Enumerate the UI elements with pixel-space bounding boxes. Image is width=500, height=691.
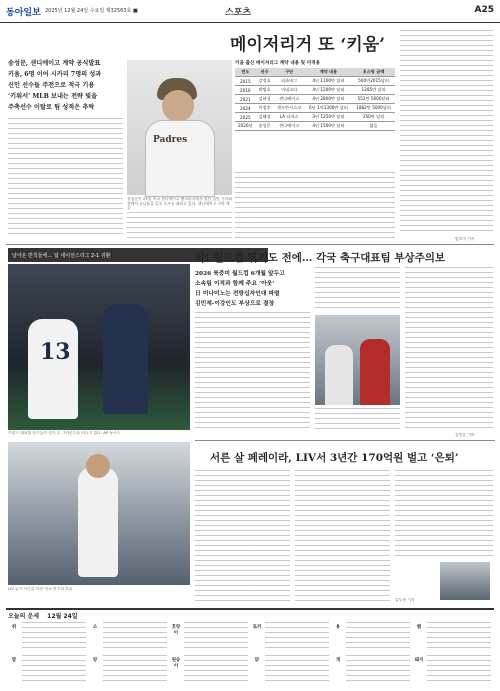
dateline: 2025년 12월 24일 수요일 제32563호 ■ [45,8,138,14]
table-cell: 2016 [235,86,256,95]
article3-body-col1 [195,470,290,605]
deck-line: 주축선수 이탈로 팀 성적은 추락 [8,104,95,111]
zodiac-entry [413,655,492,686]
zodiac-entry [251,655,330,686]
article3-photo-caption: LIV 골프 시즌을 마친 미국 선수의 모습 [8,587,73,591]
article1-photo-caption: 송성문이 23일 미국 샌디에이고 펫코파크에서 열린 입단 기자회견에서 유니폼을 입고 포즈를 취하고 있다. 샌디에이고 구단 제공 [127,197,232,211]
zodiac-label: 개 [335,658,341,663]
zodiac-entry [170,622,249,653]
deck-line: 日 미나미노는 전방십자인대 파열 [195,291,280,297]
zodiac-text [346,622,410,652]
table-cell: 2026년 [235,122,256,131]
zodiac-entry [89,655,168,686]
article1-author: 임보미 기자 [455,237,475,241]
table-row [235,104,395,113]
deck-line: 2026 북중미 월드컵 6개월 앞두고 [195,271,285,277]
table-cell: 1882만 5000달러 [352,104,395,113]
deck-line: 송성문, 샌디에이고 계약 공식발표 [8,60,101,67]
player-shape [325,345,353,405]
zodiac-text [103,622,167,652]
horoscope-header [8,611,78,620]
table-cell: 1285만 달러 [352,86,395,95]
article1-deck [8,58,123,113]
table-title: 키움 출신 메이저리그 계약 내용 및 미적용 [235,61,321,66]
table-cell: 피츠버그 [273,77,304,86]
article3-inset-photo [440,562,490,600]
table-cell: 4년 2800만 달러 [305,95,352,104]
article2-photo [8,264,190,430]
table-cell: 송성문 [256,122,274,131]
zodiac-text [22,622,86,652]
table-cell: 미네소타 [273,86,304,95]
article2-body-col2 [315,267,400,312]
article1-body-col1 [8,118,123,238]
jersey-number: 13 [40,339,71,365]
zodiac-text [184,622,248,652]
zodiac-label: 닭 [254,658,260,663]
article1-body-col3 [235,172,395,238]
article3-author: 김도형 기자 [395,598,415,602]
article2-photo-caption: 프랑스 대표팀 선수들이 경기 후 그라운드를 떠나고 있다. AP 뉴시스 [8,431,121,435]
horoscope-title: 오늘의 운세 [8,613,40,620]
table-cell: 4년 1500만 달러 [305,122,352,131]
article3-photo [8,442,190,585]
zodiac-text [346,655,410,685]
th-player: 선수 [256,68,274,77]
zodiac-entry [8,622,87,653]
horoscope-date: 12월 24일 [47,613,78,620]
article2-title: 악! 월드컵 뛰기도 전에… 각국 축구대표팀 부상주의보 [195,252,446,264]
table-cell: 2024 [235,104,256,113]
contract-table [235,68,395,131]
zodiac-text [265,655,329,685]
table-cell: 3년 1250만 달러 [305,113,352,122]
table-cell: 강정호 [256,77,274,86]
page-header [0,0,500,23]
player-shape [103,304,148,414]
article2-body-col2b [315,408,400,430]
table-cell: 샌프란시스코 [273,104,304,113]
th-contract: 계약 내용 [305,68,352,77]
zodiac-text [427,622,491,652]
horoscope-grid [8,622,494,688]
zodiac-entry [170,655,249,686]
zodiac-label: 호랑이 [171,625,181,636]
table-row [235,122,395,131]
zodiac-entry [89,622,168,653]
table-cell: 김혜성 [256,113,274,122]
th-year: 연도 [235,68,256,77]
player-shape [28,319,78,419]
article2-photo2 [315,315,400,405]
zodiac-text [427,655,491,685]
table-cell: 이정후 [256,104,274,113]
deck-line: 소속팀 이적과 함께 주요 ‘아웃’ [195,281,275,287]
zodiac-text [22,655,86,685]
face-shape [162,90,194,122]
contract-table-block [235,60,395,131]
table-cell: 박병호 [256,86,274,95]
zodiac-entry [332,655,411,686]
article2-body-col3 [405,267,493,430]
table-cell: 6년 1억1300만 달러 [305,104,352,113]
article1-photo [127,60,232,195]
th-posting: 포스팅 금액 [352,68,395,77]
masthead: 동아일보 [6,8,41,18]
th-team: 구단 [273,68,304,77]
table-row [235,77,395,86]
article3-body-col3 [395,470,493,560]
table-cell: 샌디에이고 [273,122,304,131]
table-cell: 500만2015달러 [352,77,395,86]
table-cell: 샌디에이고 [273,95,304,104]
article1-body-col4 [400,30,493,235]
deck-line: ‘키워서’ MLB 보내는 전략 빛을 [8,93,98,100]
zodiac-label: 원숭이 [171,658,181,669]
head-shape [86,454,110,478]
table-cell: 2015 [235,77,256,86]
section-name: 스포츠 [225,8,252,18]
player-shape [360,339,390,405]
zodiac-label: 토끼 [252,625,262,630]
zodiac-text [265,622,329,652]
page-number: A25 [474,5,494,15]
zodiac-label: 용 [335,625,341,630]
table-row [235,86,395,95]
zodiac-entry [251,622,330,653]
article3-title: 서른 살 페레이라, LIV서 3년간 170억원 벌고 ‘은퇴’ [210,452,459,464]
deck-line: 신인 선수들 주전으로 적극 기용 [8,82,95,89]
table-cell: 250만 달러 [352,113,395,122]
golfer-shape [78,467,118,577]
article1-body-col2 [127,212,232,238]
zodiac-label: 말 [11,658,17,663]
jersey-lettering: Padres [153,135,188,145]
table-cell: 552만 5000달러 [352,95,395,104]
article2-author: 김정훈 기자 [455,433,475,437]
zodiac-text [184,655,248,685]
article1-title: 메이저리거 또 ‘키움’ [230,35,386,55]
zodiac-label: 소 [92,625,98,630]
zodiac-entry [8,655,87,686]
table-row [235,95,395,104]
zodiac-entry [332,622,411,653]
table-cell: 4년 1100만 달러 [305,77,352,86]
zodiac-entry [413,622,492,653]
divider [195,440,495,441]
table-cell: 2021 [235,95,256,104]
divider [6,608,494,610]
table-cell: 4년 1200만 달러 [305,86,352,95]
table-cell: LA 다저스 [273,113,304,122]
table-cell: 김하성 [256,95,274,104]
article2-kicker: 날아온 반칙들에… 팀 네이션스리그 2-1 귀환 [12,253,111,259]
divider [6,244,494,245]
deck-line: 김민재-이강인도 부상으로 결장 [195,301,275,307]
article2-body-col1 [195,312,310,430]
zodiac-label: 쥐 [11,625,17,630]
article3-body-col2 [295,470,390,605]
table-cell: 없음 [352,122,395,131]
zodiac-label: 돼지 [414,658,424,663]
zodiac-label: 뱀 [416,625,422,630]
jersey-shape [145,120,215,197]
table-cell: 2025 [235,113,256,122]
table-row [235,113,395,122]
zodiac-text [103,655,167,685]
deck-line: 키움, 6명 이어 시카리 7명의 성과 [8,71,102,78]
article2-deck [195,269,310,309]
zodiac-label: 양 [92,658,98,663]
